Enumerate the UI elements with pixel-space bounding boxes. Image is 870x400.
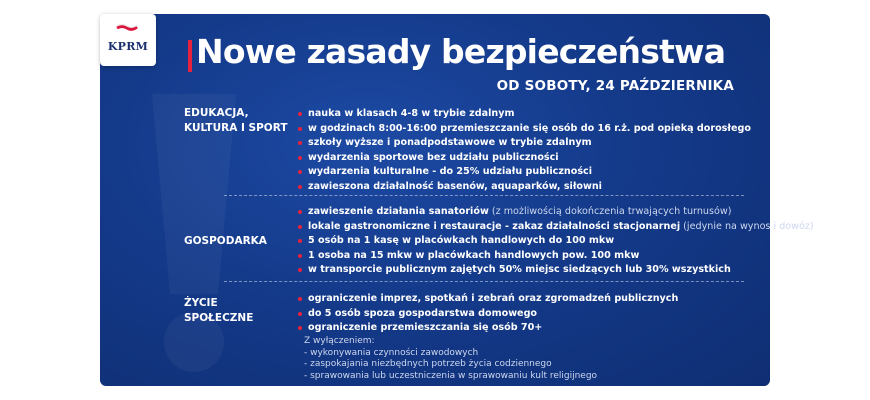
exceptions-line: Z wyłączeniem: [304, 336, 375, 346]
list-item: zawieszenie działania sanatoriów (z możliwością dokończenia trwających turnusów) [298, 205, 758, 220]
section-items [298, 292, 758, 336]
kprm-logo [100, 14, 156, 66]
page-subtitle: OD SOBOTY, 24 PAŹDZIERNIKA [496, 78, 734, 94]
exceptions-list [304, 336, 597, 382]
list-item-continuation: do 5 osób spoza gospodarstwa domowego [298, 307, 758, 322]
list-item: wydarzenia kulturalne - do 25% udziału publiczności [298, 165, 758, 180]
exceptions-line: - wykonywania czynności zawodowych [304, 347, 479, 358]
list-item: w transporcie publicznym zajętych 50% miejsc siedzących lub 30% wszystkich [298, 263, 758, 278]
section-label: GOSPODARKA [184, 235, 267, 247]
section-divider [224, 281, 744, 282]
list-item: ograniczenie imprez, spotkań i zebrań oraz zgromadzeń publicznych [298, 292, 758, 307]
section-items [298, 107, 758, 195]
info-card [100, 14, 814, 386]
list-item: 1 osoba na 15 mkw w placówkach handlowych pow. 100 mkw [298, 249, 758, 264]
list-item: ograniczenie przemieszczania się osób 70+ [298, 321, 758, 336]
section-items [298, 205, 814, 278]
section-label: ŻYCIE SPOŁECZNE [184, 297, 254, 324]
list-item: nauka w klasach 4-8 w trybie zdalnym [298, 107, 758, 122]
section-label: EDUKACJA, KULTURA I SPORT [184, 107, 288, 134]
page-title: Nowe zasady bezpieczeństwa [196, 32, 726, 71]
polish-flag-icon [116, 24, 138, 33]
section-divider [224, 195, 744, 196]
list-item: szkoły wyższe i ponadpodstawowe w trybie zdalnym [298, 136, 758, 151]
list-item: lokale gastronomiczne i restauracje - zakaz działalności stacjonarnej (jedynie na wynos i dowóz) [298, 220, 758, 235]
list-item: w godzinach 8:00-16:00 przemieszczanie się osób do 16 r.ż. pod opieką dorosłego [298, 122, 758, 137]
list-item: zawieszona działalność basenów, aquaparków, siłowni [298, 180, 758, 195]
list-item: wydarzenia sportowe bez udziału publiczności [298, 151, 758, 166]
exceptions-line: - sprawowania lub uczestniczenia w sprawowaniu kult religijnego [304, 370, 598, 381]
title-accent-bar [188, 40, 192, 72]
logo-text: KPRM [107, 40, 149, 53]
list-item: 5 osób na 1 kasę w placówkach handlowych do 100 mkw [298, 234, 758, 249]
exceptions-line: - zaspokajania niezbędnych potrzeb życia codziennego [304, 359, 552, 369]
